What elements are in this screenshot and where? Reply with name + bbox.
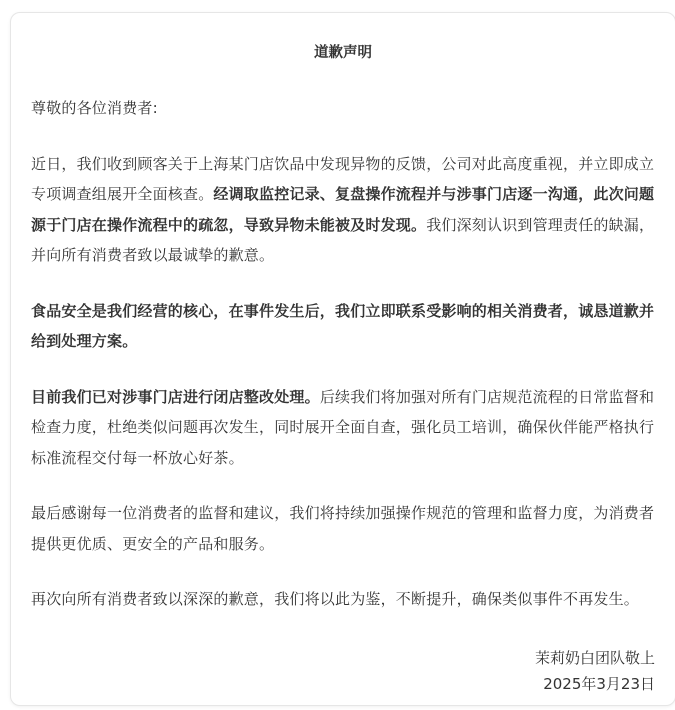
paragraph-text: 近日，我们收到顾客关于上海某门店饮品中发现异物的反馈，公司对此高度重视，并立即成立专项调查组展开全面核查。 [31, 154, 655, 203]
paragraph-food-safety [31, 296, 659, 357]
paragraph-closing [31, 584, 659, 615]
signature: 茉莉奶白团队敬上 [534, 649, 655, 667]
greeting: 尊敬的各位消费者: [31, 99, 158, 117]
page-title: 道歉声明 [314, 45, 372, 61]
signature-block [535, 645, 655, 697]
paragraph-text: 后续我们将加强对所有门店规范流程的日常监督和检查力度，杜绝类似问题再次发生，同时展开全面自查，强化员工培训，确保伙伴能严格执行标准流程交付每一杯放心好茶。 [31, 387, 655, 467]
statement-body [31, 93, 659, 640]
statement-card [10, 12, 675, 706]
paragraph-text: 再次向所有消费者致以深深的歉意，我们将以此为鉴，不断提升，确保类似事件不再发生。 [31, 590, 640, 608]
paragraph-investigation [31, 149, 659, 271]
date: 2025年3月23日 [543, 675, 655, 693]
paragraph-bold-text: 经调取监控记录、复盘操作流程并与涉事门店逐一沟通，此次问题源于门店在操作流程中的疏忽，导致异物未能被及时发现。 [31, 185, 655, 234]
paragraph-bold-text: 食品安全是我们经营的核心，在事件发生后，我们立即联系受影响的相关消费者，诚恳道歉并给到处理方案。 [31, 301, 655, 350]
paragraph-bold-text: 目前我们已对涉事门店进行闭店整改处理。 [31, 387, 320, 406]
paragraph-text: 最后感谢每一位消费者的监督和建议，我们将持续加强操作规范的管理和监督力度，为消费者提供更优质、更安全的产品和服务。 [31, 504, 655, 553]
paragraph-text: 我们深刻认识到管理责任的缺漏，并向所有消费者致以最诚挚的歉意。 [31, 215, 655, 264]
paragraph-thanks [31, 498, 659, 559]
paragraph-rectification [31, 382, 659, 474]
